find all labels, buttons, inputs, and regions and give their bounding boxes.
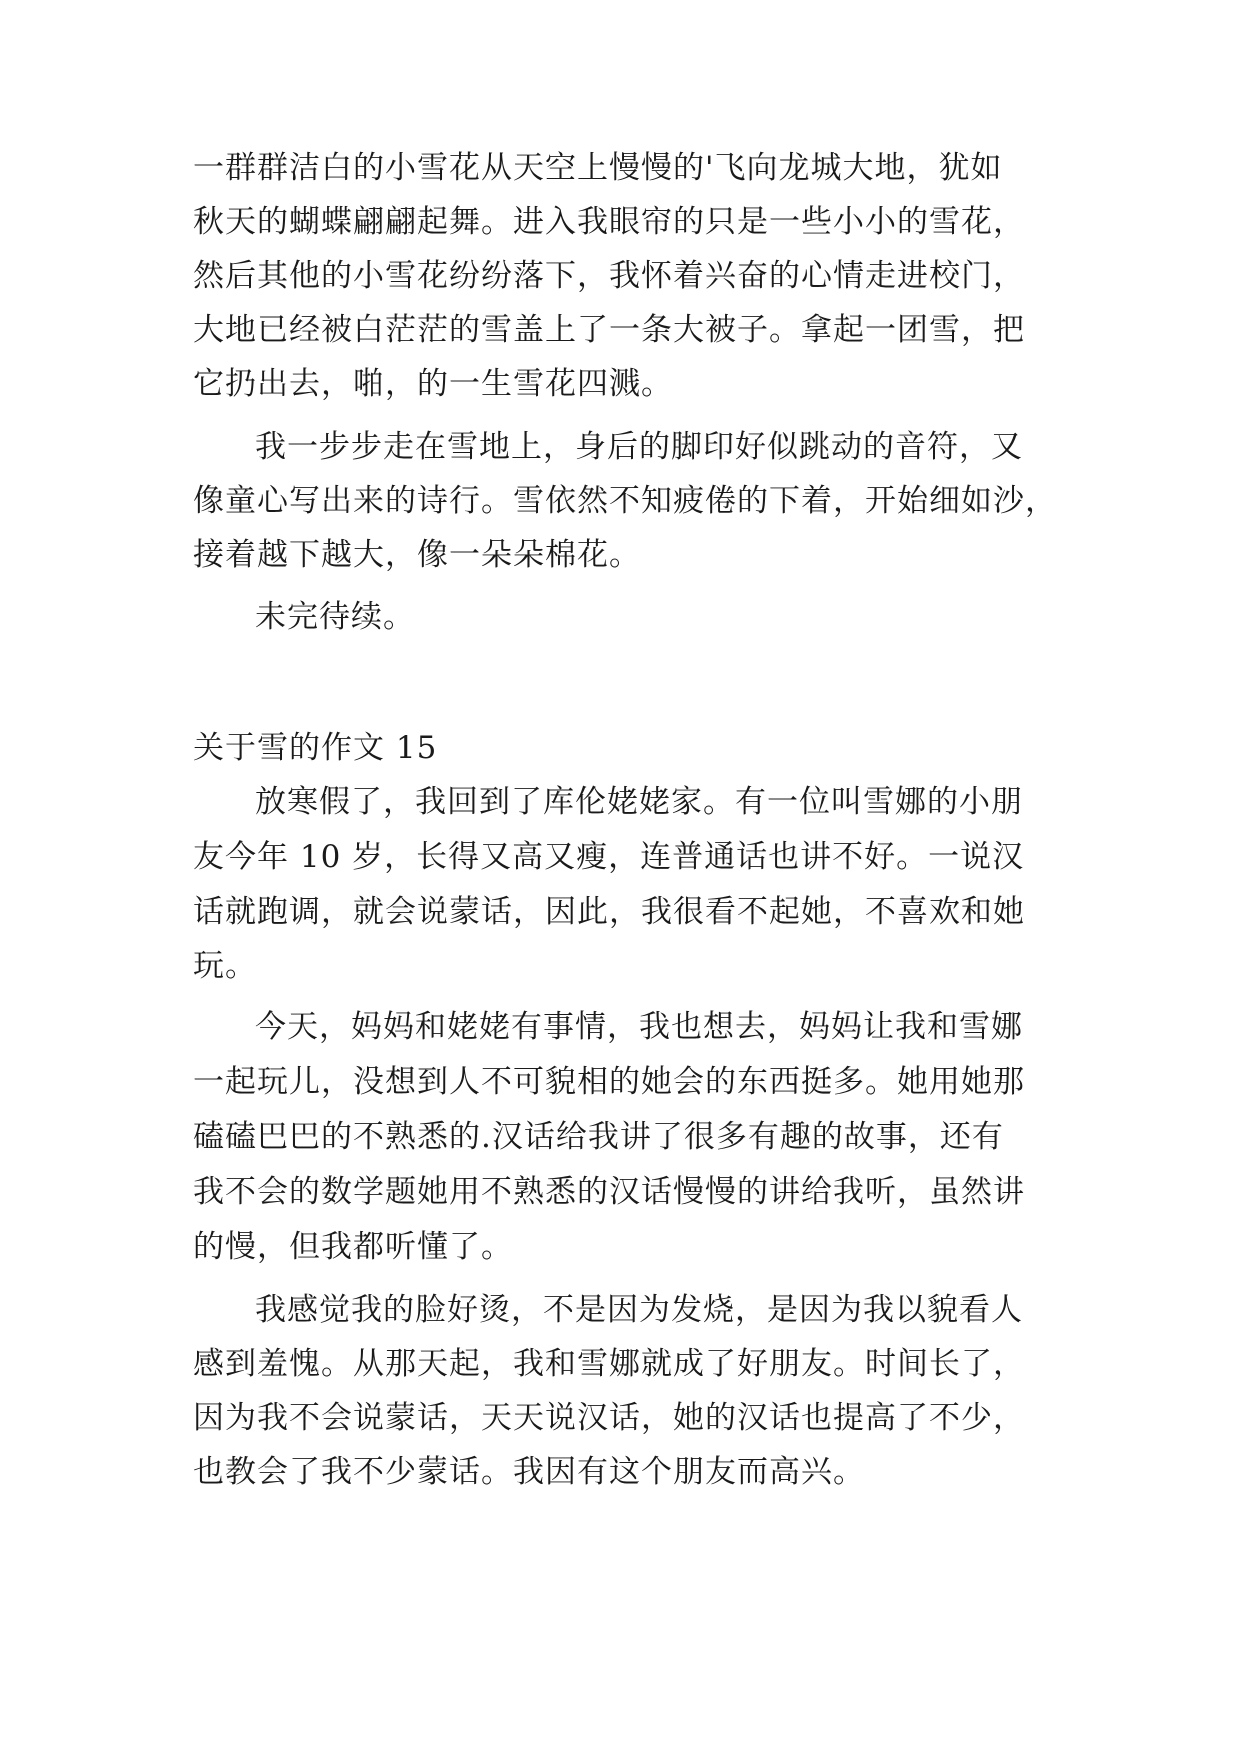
paragraph-line: 它扔出去，啪，的一生雪花四溅。 bbox=[193, 366, 673, 402]
paragraph-line: 秋天的蝴蝶翩翩起舞。进入我眼帘的只是一些小小的雪花， bbox=[193, 204, 1025, 240]
section-heading: 关于雪的作文 15 bbox=[193, 730, 438, 766]
paragraph-line: 也教会了我不少蒙话。我因有这个朋友而高兴。 bbox=[193, 1454, 865, 1490]
paragraph-line: 未完待续。 bbox=[255, 599, 415, 635]
paragraph-line: 我一步步走在雪地上，身后的脚印好似跳动的音符，又 bbox=[255, 429, 1023, 465]
paragraph-line: 像童心写出来的诗行。雪依然不知疲倦的下着，开始细如沙， bbox=[193, 483, 1057, 519]
paragraph-line: 因为我不会说蒙话，天天说汉话，她的汉话也提高了不少， bbox=[193, 1400, 1025, 1436]
paragraph-line: 今天，妈妈和姥姥有事情，我也想去，妈妈让我和雪娜 bbox=[255, 1009, 1023, 1045]
paragraph-line: 我不会的数学题她用不熟悉的汉话慢慢的讲给我听，虽然讲 bbox=[193, 1174, 1025, 1210]
paragraph-line: 一起玩儿，没想到人不可貌相的她会的东西挺多。她用她那 bbox=[193, 1064, 1025, 1100]
paragraph-line: 我感觉我的脸好烫，不是因为发烧，是因为我以貌看人 bbox=[255, 1292, 1023, 1328]
paragraph-line: 感到羞愧。从那天起，我和雪娜就成了好朋友。时间长了， bbox=[193, 1346, 1025, 1382]
paragraph-line: 友今年 10 岁，长得又高又瘦，连普通话也讲不好。一说汉 bbox=[193, 839, 1025, 875]
paragraph-line: 的慢，但我都听懂了。 bbox=[193, 1229, 513, 1265]
paragraph-line: 话就跑调，就会说蒙话，因此，我很看不起她，不喜欢和她 bbox=[193, 894, 1025, 930]
paragraph-line: 玩。 bbox=[193, 948, 257, 984]
paragraph-line: 接着越下越大，像一朵朵棉花。 bbox=[193, 537, 641, 573]
paragraph-line: 放寒假了，我回到了库伦姥姥家。有一位叫雪娜的小朋 bbox=[255, 784, 1023, 820]
paragraph-line: 大地已经被白茫茫的雪盖上了一条大被子。拿起一团雪，把 bbox=[193, 312, 1025, 348]
paragraph-line: 一群群洁白的小雪花从天空上慢慢的'飞向龙城大地，犹如 bbox=[193, 150, 1003, 186]
paragraph-line: 磕磕巴巴的不熟悉的.汉话给我讲了很多有趣的故事，还有 bbox=[193, 1119, 1004, 1155]
paragraph-line: 然后其他的小雪花纷纷落下，我怀着兴奋的心情走进校门， bbox=[193, 258, 1025, 294]
